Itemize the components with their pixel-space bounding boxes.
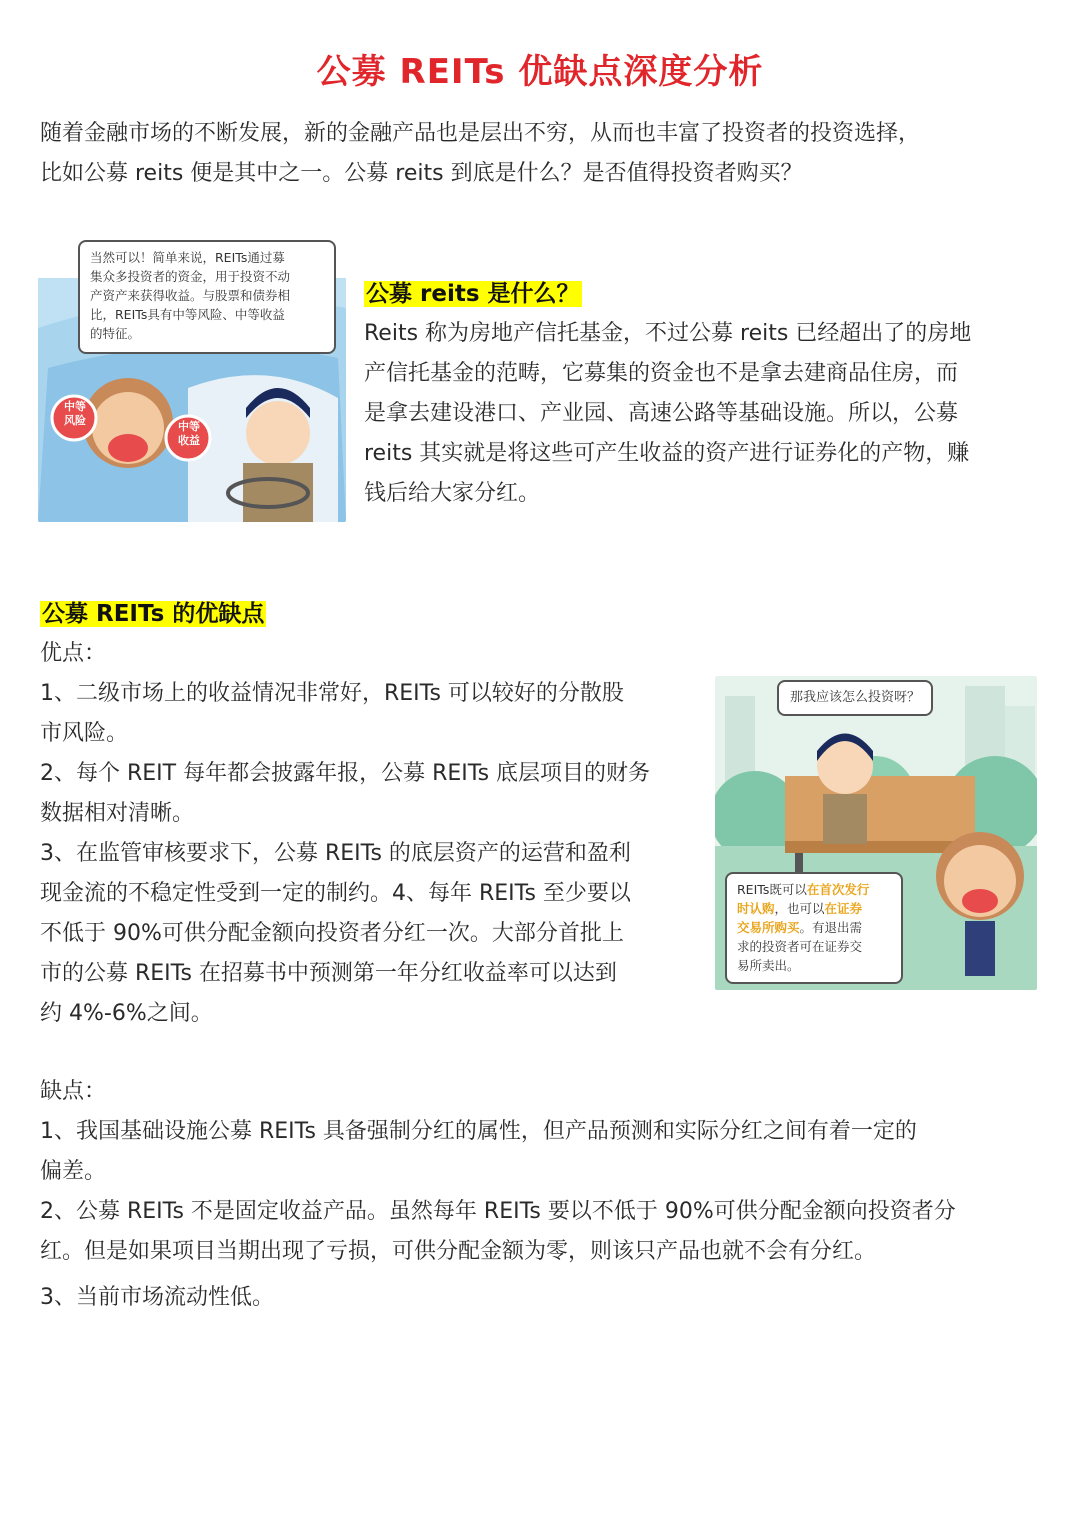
section1-line: reits 其实就是将这些可产生收益的资产进行证券化的产物，赚 [364, 441, 970, 466]
bubble-line: 当然可以！简单来说，REITs通过募 [90, 250, 285, 265]
intro-line: 比如公募 reits 便是其中之一。公募 reits 到底是什么？是否值得投资者购买？ [40, 161, 803, 186]
sign-right-label: 中等收益 [178, 420, 200, 447]
question-bubble: 那我应该怎么投资呀？ [777, 680, 933, 716]
pros-line: 约 4%-6%之间。 [40, 1001, 213, 1026]
bubble-line: 集众多投资者的资金，用于投资不动 [90, 269, 291, 284]
speech-bubble [78, 240, 336, 354]
cons-line: 红。但是如果项目当期出现了亏损，可供分配金额为零，则该只产品也就不会有分红。 [40, 1239, 877, 1264]
cons-label: 缺点： [40, 1079, 107, 1104]
intro-paragraph [40, 114, 1050, 194]
answer-bubble: REITs既可以在首次发行 时认购，也可以在证券 交易所购买。有退出需 求的投资者可在证券交 易所卖出。 [725, 872, 903, 984]
pros-line: 3、在监管审核要求下，公募 REITs 的底层资产的运营和盈利 [40, 841, 631, 866]
section2-heading: 公募 REITs 的优缺点 [42, 601, 265, 627]
cons-line: 3、当前市场流动性低。 [40, 1285, 274, 1310]
intro-line: 随着金融市场的不断发展，新的金融产品也是层出不穷，从而也丰富了投资者的投资选择， [40, 121, 921, 146]
section1-line: 产信托基金的范畴，它募集的资金也不是拿去建商品住房，而 [364, 361, 959, 386]
pros-line: 数据相对清晰。 [40, 801, 195, 826]
section1-line: 是拿去建设港口、产业园、高速公路等基础设施。所以，公募 [364, 401, 959, 426]
pros-line: 1、二级市场上的收益情况非常好，REITs 可以较好的分散股 [40, 681, 624, 706]
pros-label: 优点： [40, 641, 107, 666]
cons-line: 1、我国基础设施公募 REITs 具备强制分红的属性，但产品预测和实际分红之间有着一定的 [40, 1119, 917, 1144]
cons-list [40, 1072, 1050, 1318]
pros-list [40, 634, 710, 1034]
pros-line: 不低于 90%可供分配金额向投资者分红一次。大部分首批上 [40, 921, 624, 946]
page-title: 公募 REITs 优缺点深度分析 [316, 52, 764, 92]
bubble-line: 比，REITs具有中等风险、中等收益 [90, 307, 285, 322]
cons-line: 偏差。 [40, 1159, 107, 1184]
pros-line: 市风险。 [40, 721, 129, 746]
pros-line: 2、每个 REIT 每年都会披露年报，公募 REITs 底层项目的财务 [40, 761, 651, 786]
comic-bench-illustration [715, 676, 1037, 990]
section1-line: Reits 称为房地产信托基金，不过公募 reits 已经超出了的房地 [364, 321, 972, 346]
pros-line: 市的公募 REITs 在招募书中预测第一年分红收益率可以达到 [40, 961, 617, 986]
section1-line: 钱后给大家分红。 [364, 481, 541, 506]
cons-line: 2、公募 REITs 不是固定收益产品。虽然每年 REITs 要以不低于 90%可供分配金额向投资者分 [40, 1199, 956, 1224]
section1-body [364, 314, 1054, 514]
bubble-line: 的特征。 [90, 326, 141, 341]
sign-left-label: 中等风险 [64, 400, 86, 427]
pros-line: 现金流的不稳定性受到一定的制约。4、每年 REITs 至少要以 [40, 881, 631, 906]
bubble-line: 产资产来获得收益。与股票和债券相 [90, 288, 291, 303]
comic-car-illustration [38, 238, 346, 522]
section1-heading: 公募 reits 是什么？ [366, 281, 580, 307]
